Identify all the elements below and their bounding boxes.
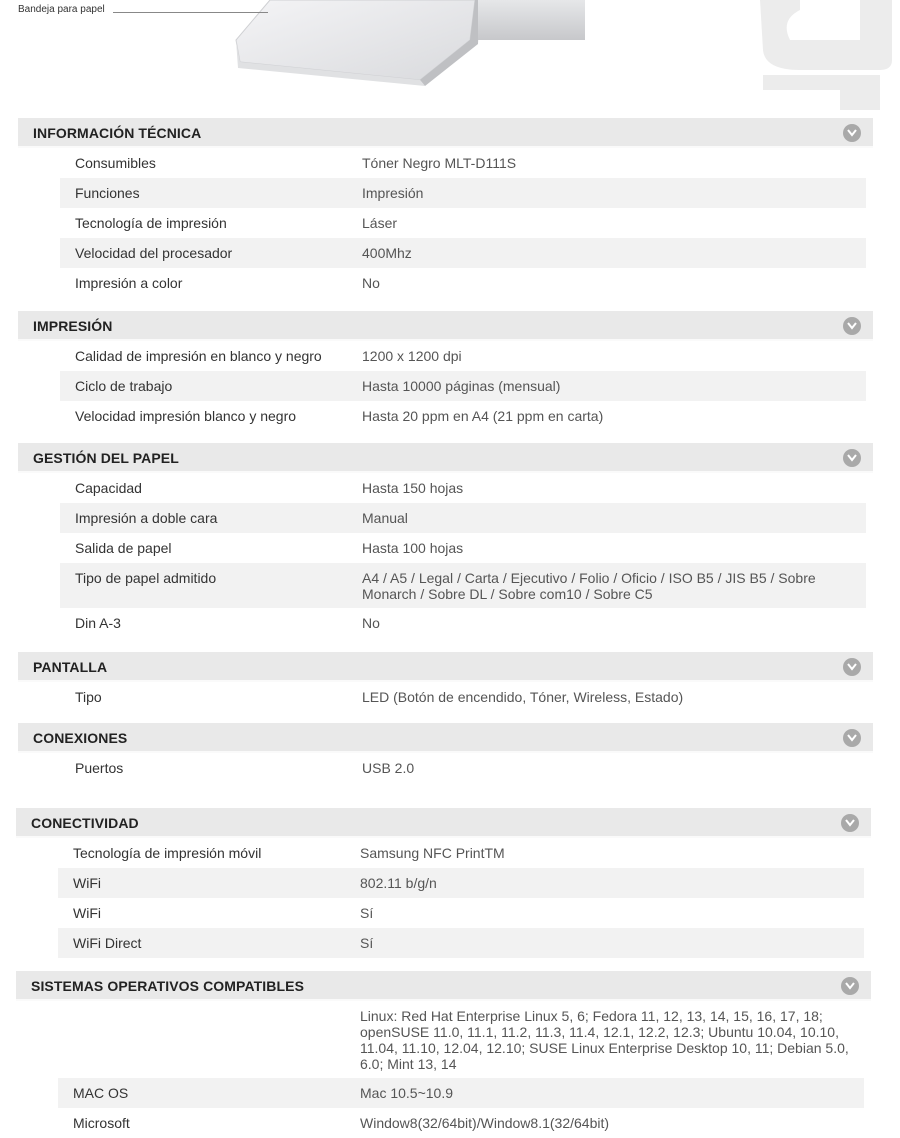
spec-row bbox=[58, 928, 864, 958]
paper-tray-label: Bandeja para papel bbox=[18, 4, 105, 15]
spec-row bbox=[60, 608, 866, 638]
chevron-down-icon[interactable] bbox=[843, 658, 861, 676]
callout-line bbox=[113, 12, 268, 13]
spec-value: 1200 x 1200 dpi bbox=[362, 348, 462, 364]
spec-value: 802.11 b/g/n bbox=[360, 875, 437, 891]
spec-label: WiFi Direct bbox=[73, 935, 142, 951]
spec-label: Tecnología de impresión bbox=[75, 215, 227, 231]
spec-value: Sí bbox=[360, 935, 374, 951]
spec-value: Tóner Negro MLT-D111S bbox=[362, 155, 517, 171]
spec-value: Impresión bbox=[362, 185, 424, 201]
chevron-down-icon[interactable] bbox=[843, 317, 861, 335]
section-title: CONEXIONES bbox=[33, 730, 128, 746]
section-display bbox=[18, 652, 873, 712]
spec-label: MAC OS bbox=[73, 1085, 129, 1101]
spec-label: Tipo bbox=[75, 689, 102, 705]
spec-value: LED (Botón de encendido, Tóner, Wireless, Estado) bbox=[362, 689, 684, 705]
chevron-down-icon[interactable] bbox=[843, 449, 861, 467]
spec-label: Capacidad bbox=[75, 480, 142, 496]
spec-label: Consumibles bbox=[75, 155, 156, 171]
spec-row bbox=[60, 268, 866, 298]
spec-row bbox=[60, 178, 866, 208]
spec-label: Velocidad impresión blanco y negro bbox=[75, 408, 297, 424]
spec-label: Salida de papel bbox=[75, 540, 172, 556]
section-compatible-os bbox=[16, 971, 871, 1138]
spec-label: WiFi bbox=[73, 905, 101, 921]
spec-label: WiFi bbox=[73, 875, 101, 891]
section-title: IMPRESIÓN bbox=[33, 318, 113, 334]
spec-value: Mac 10.5~10.9 bbox=[360, 1085, 454, 1101]
spec-label: Impresión a doble cara bbox=[75, 510, 218, 526]
spec-label: Velocidad del procesador bbox=[75, 245, 233, 261]
section-title: SISTEMAS OPERATIVOS COMPATIBLES bbox=[31, 978, 305, 994]
spec-row bbox=[60, 401, 866, 431]
spec-row bbox=[60, 238, 866, 268]
spec-value: A4 / A5 / Legal / Carta / Ejecutivo / Folio / Oficio / ISO B5 / JIS B5 / Sobre Monarch / Sobre DL / Sobre com10 / Sobre C5 bbox=[362, 570, 816, 602]
section-title: PANTALLA bbox=[33, 659, 108, 675]
spec-value: Hasta 100 hojas bbox=[362, 540, 464, 556]
spec-value: 400Mhz bbox=[362, 245, 412, 261]
spec-row bbox=[58, 868, 864, 898]
spec-value: Samsung NFC PrintTM bbox=[360, 845, 505, 861]
section-connections bbox=[18, 723, 873, 783]
section-header[interactable] bbox=[18, 723, 873, 753]
spec-label: Calidad de impresión en blanco y negro bbox=[75, 348, 322, 364]
spec-row bbox=[60, 563, 866, 608]
spec-label: Din A-3 bbox=[75, 615, 121, 631]
section-header[interactable] bbox=[18, 652, 873, 682]
section-header[interactable] bbox=[18, 311, 873, 341]
spec-value: Window8(32/64bit)/Window8.1(32/64bit) bbox=[360, 1115, 610, 1131]
spec-row bbox=[60, 473, 866, 503]
section-title: GESTIÓN DEL PAPEL bbox=[33, 450, 179, 466]
chevron-down-icon[interactable] bbox=[843, 729, 861, 747]
spec-row bbox=[60, 682, 866, 712]
section-header[interactable] bbox=[18, 443, 873, 473]
printer-hero-image bbox=[0, 0, 900, 112]
spec-label: Microsoft bbox=[73, 1115, 130, 1131]
spec-label: Impresión a color bbox=[75, 275, 183, 291]
spec-value: USB 2.0 bbox=[362, 760, 415, 776]
section-header[interactable] bbox=[16, 971, 871, 1001]
spec-value: No bbox=[362, 615, 380, 631]
spec-row bbox=[58, 898, 864, 928]
spec-row bbox=[60, 753, 866, 783]
spec-value: Linux: Red Hat Enterprise Linux 5, 6; Fedora 11, 12, 13, 14, 15, 16, 17, 18; openSUSE 11.0, 11.1, 11.2, 11.3, 11.4, 12.1, 12.2, 12.3; Ubuntu 10.04, 10.10, 11.04, 11.10, 12.04, 12.10; SUSE Linux Enterprise Desktop 10, 11; Debian 5.0, 6.0; Mint 13, 14 bbox=[360, 1008, 849, 1072]
spec-value: No bbox=[362, 275, 380, 291]
section-header[interactable] bbox=[18, 118, 873, 148]
spec-label: Tipo de papel admitido bbox=[75, 570, 217, 586]
spec-row bbox=[58, 1078, 864, 1108]
section-technical-info bbox=[18, 118, 873, 298]
section-connectivity bbox=[16, 808, 871, 958]
spec-row bbox=[58, 838, 864, 868]
spec-value: Hasta 10000 páginas (mensual) bbox=[362, 378, 561, 394]
spec-row bbox=[60, 341, 866, 371]
section-printing bbox=[18, 311, 873, 431]
chevron-down-icon[interactable] bbox=[841, 814, 859, 832]
spec-label: Puertos bbox=[75, 760, 124, 776]
chevron-down-icon[interactable] bbox=[841, 977, 859, 995]
spec-value: Hasta 20 ppm en A4 (21 ppm en carta) bbox=[362, 408, 604, 424]
spec-row bbox=[60, 533, 866, 563]
spec-row bbox=[60, 503, 866, 533]
printer-illustration bbox=[0, 0, 900, 112]
chevron-down-icon[interactable] bbox=[843, 124, 861, 142]
spec-row bbox=[60, 208, 866, 238]
spec-value: Láser bbox=[362, 215, 398, 231]
section-paper-handling bbox=[18, 443, 873, 638]
spec-row bbox=[60, 148, 866, 178]
spec-label: Funciones bbox=[75, 185, 140, 201]
spec-label: Ciclo de trabajo bbox=[75, 378, 173, 394]
section-title: INFORMACIÓN TÉCNICA bbox=[33, 125, 202, 141]
spec-row bbox=[58, 1108, 864, 1138]
section-title: CONECTIVIDAD bbox=[31, 815, 139, 831]
section-header[interactable] bbox=[16, 808, 871, 838]
spec-value: Manual bbox=[362, 510, 408, 526]
spec-value: Sí bbox=[360, 905, 374, 921]
spec-row bbox=[60, 371, 866, 401]
spec-label: Tecnología de impresión móvil bbox=[73, 845, 262, 861]
spec-label bbox=[58, 1001, 360, 1078]
spec-value: Hasta 150 hojas bbox=[362, 480, 464, 496]
spec-row bbox=[58, 1001, 864, 1078]
